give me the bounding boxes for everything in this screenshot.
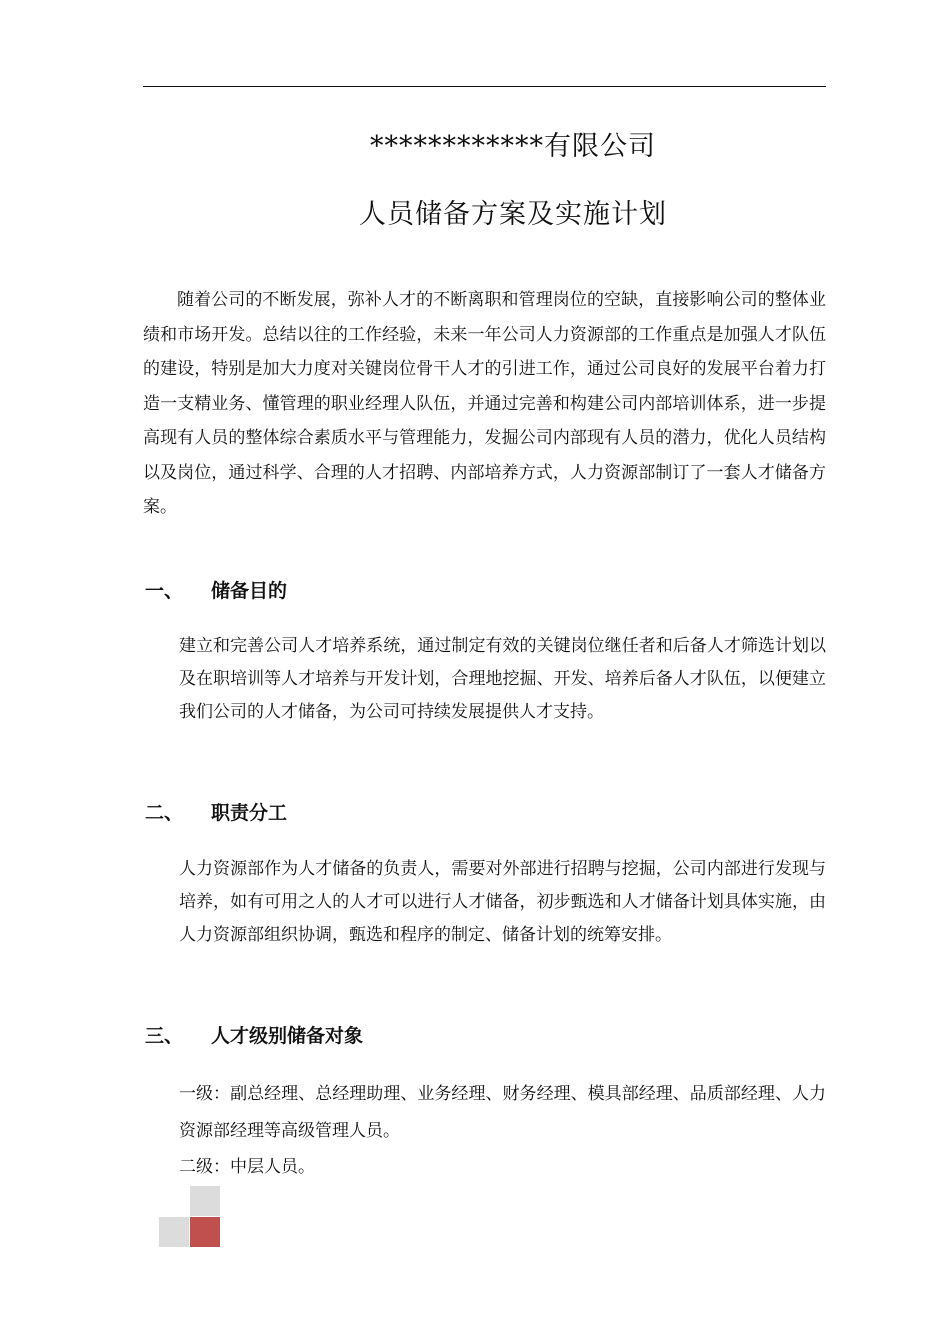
section-heading-3 — [145, 1021, 363, 1048]
section-body-1: 建立和完善公司人才培养系统，通过制定有效的关键岗位继任者和后备人才筛选计划以及在职培训等人才培养与开发计划，合理地挖掘、开发、培养后备人才队伍，以便建立我们公司的人才储备，为公司可持续发展提供人才支持。 — [179, 636, 826, 722]
section-title-3: 人才级别储备对象 — [211, 1025, 364, 1047]
header-rule — [143, 86, 826, 87]
level-1-paragraph: 一级：副总经理、总经理助理、业务经理、财务经理、模具部经理、品质部经理、人力资源部经理等高级管理人员。 — [179, 1084, 826, 1141]
intro-paragraph: 随着公司的不断发展，弥补人才的不断离职和管理岗位的空缺，直接影响公司的整体业绩和市场开发。总结以往的工作经验，未来一年公司人力资源部的工作重点是加强人才队伍的建设，特别是加大力度对关键岗位骨干人才的引进工作，通过公司良好的发展平台着力打造一支精业务、懂管理的职业经理人队伍，并通过完善和构建公司内部培训体系，进一步提高现有人员的整体综合素质水平与管理能力，发掘公司内部现有人员的潜力，优化人员结构以及岗位，通过科学、合理的人才招聘、内部培养方式，人力资源部制订了一套人才储备方案。 — [143, 290, 826, 517]
decor-square-accent — [190, 1217, 220, 1247]
section-heading-1 — [145, 576, 287, 603]
section-number-2: 二、 — [145, 802, 184, 824]
section-heading-2 — [145, 798, 287, 825]
section-title-2: 职责分工 — [211, 802, 288, 824]
section-number-3: 三、 — [145, 1025, 184, 1047]
section-body-2: 人力资源部作为人才储备的负责人，需要对外部进行招聘与挖掘，公司内部进行发现与培养，如有可用之人的人才可以进行人才储备，初步甄选和人才储备计划具体实施，由人力资源部组织协调，甄选和程序的制定、储备计划的统筹安排。 — [179, 859, 826, 945]
decor-square-top — [190, 1186, 220, 1216]
company-title: ************有限公司 — [370, 131, 656, 162]
level-2-paragraph: 二级：中层人员。 — [179, 1157, 315, 1177]
section-number-1: 一、 — [145, 580, 184, 602]
plan-title: 人员储备方案及实施计划 — [359, 199, 667, 230]
decor-square-left — [159, 1217, 189, 1247]
section-title-1: 储备目的 — [211, 580, 288, 602]
